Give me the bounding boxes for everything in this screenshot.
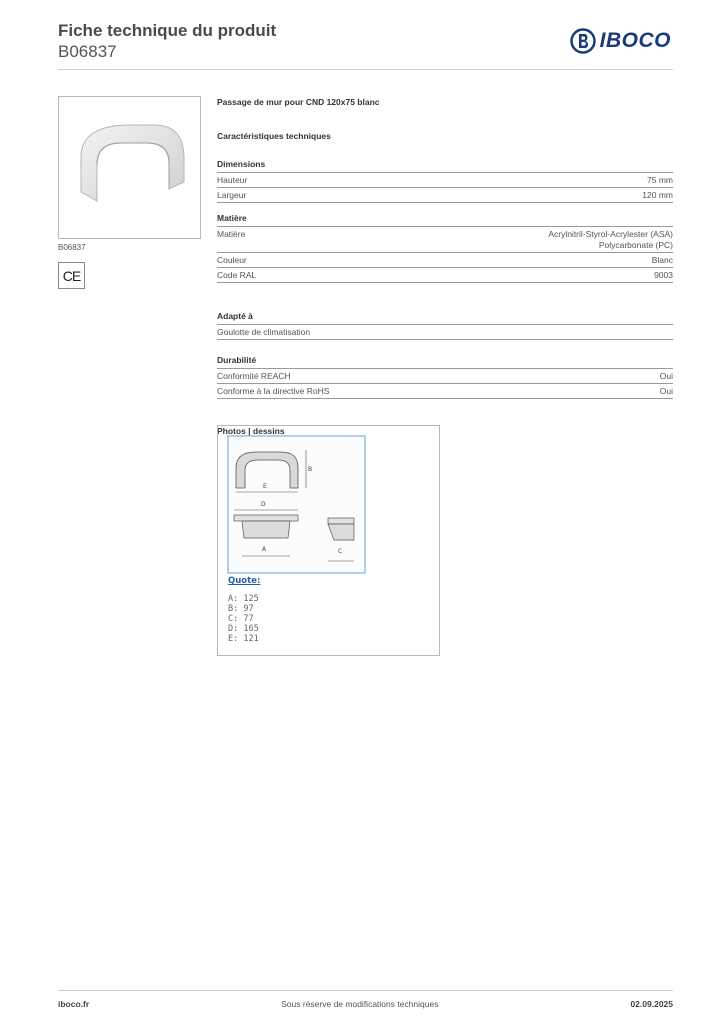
section-material: [217, 212, 673, 283]
spec-value: 120 mm: [642, 190, 673, 200]
spec-label: Largeur: [217, 190, 247, 200]
dim-label-e: E: [263, 483, 267, 490]
footer-date: 02.09.2025: [630, 999, 673, 1009]
brand-logo-icon: [570, 28, 596, 54]
quote-title: Quote:: [228, 576, 261, 586]
section-title: Durabilité: [217, 354, 673, 369]
section-title: Matière: [217, 212, 673, 227]
dimension-drawing: [218, 426, 439, 576]
quote-line: A: 125: [228, 594, 259, 604]
section-dimensions: [217, 158, 673, 203]
spec-label: Goulotte de climatisation: [217, 327, 311, 337]
spec-label: Conformité REACH: [217, 371, 291, 381]
footer-website: iboco.fr: [58, 999, 90, 1009]
spec-row: [217, 227, 673, 253]
quote-line: E: 121: [228, 634, 259, 644]
spec-row: [217, 369, 673, 384]
spec-label: Couleur: [217, 255, 247, 265]
photo-caption: B06837: [58, 243, 86, 252]
spec-value: 9003: [654, 270, 673, 280]
product-name: Passage de mur pour CND 120x75 blanc: [217, 97, 380, 107]
section-durability: [217, 354, 673, 399]
spec-value: Acrylnitril-Styrol-Acrylester (ASA) Polycarbonate (PC): [548, 229, 673, 250]
footer-notice: Sous réserve de modifications techniques: [281, 999, 439, 1009]
dimension-quotes: [228, 576, 260, 644]
page-header: [58, 20, 673, 70]
quote-line: B: 97: [228, 604, 254, 614]
section-title: Adapté à: [217, 310, 673, 325]
spec-row: [217, 268, 673, 283]
brand-logo-text: IBOCO: [599, 29, 671, 52]
ce-mark-icon: CE: [58, 262, 85, 289]
dim-label-d: D: [261, 501, 266, 508]
spec-label: Hauteur: [217, 175, 248, 185]
product-photo: [58, 96, 201, 239]
spec-label: Code RAL: [217, 270, 257, 280]
spec-value: Oui: [659, 386, 673, 396]
spec-value: Blanc: [651, 255, 673, 265]
dim-label-a: A: [262, 546, 267, 553]
spec-row: [217, 173, 673, 188]
spec-value: 75 mm: [647, 175, 673, 185]
spec-row: [217, 325, 673, 340]
photos-heading: Photos | dessins: [217, 426, 285, 436]
quote-line: D: 165: [228, 624, 259, 634]
spec-label: Matière: [217, 229, 246, 239]
product-reference: B06837: [58, 42, 117, 61]
quote-line: C: 77: [228, 614, 254, 624]
section-suitable-for: [217, 310, 673, 340]
spec-content: [217, 96, 673, 437]
specs-heading: Caractéristiques techniques: [217, 131, 331, 141]
spec-row: [217, 384, 673, 399]
spec-value: Oui: [659, 371, 673, 381]
document-title: Fiche technique du produit: [58, 21, 277, 40]
dim-label-c: C: [338, 548, 343, 555]
technical-drawing: [217, 425, 440, 656]
page-footer: [58, 990, 673, 1009]
spec-row: [217, 188, 673, 203]
spec-row: [217, 253, 673, 268]
dim-label-b: B: [308, 466, 313, 473]
section-title: Dimensions: [217, 158, 673, 173]
brand-logo: [570, 28, 671, 54]
spec-label: Conforme à la directive RoHS: [217, 386, 330, 396]
